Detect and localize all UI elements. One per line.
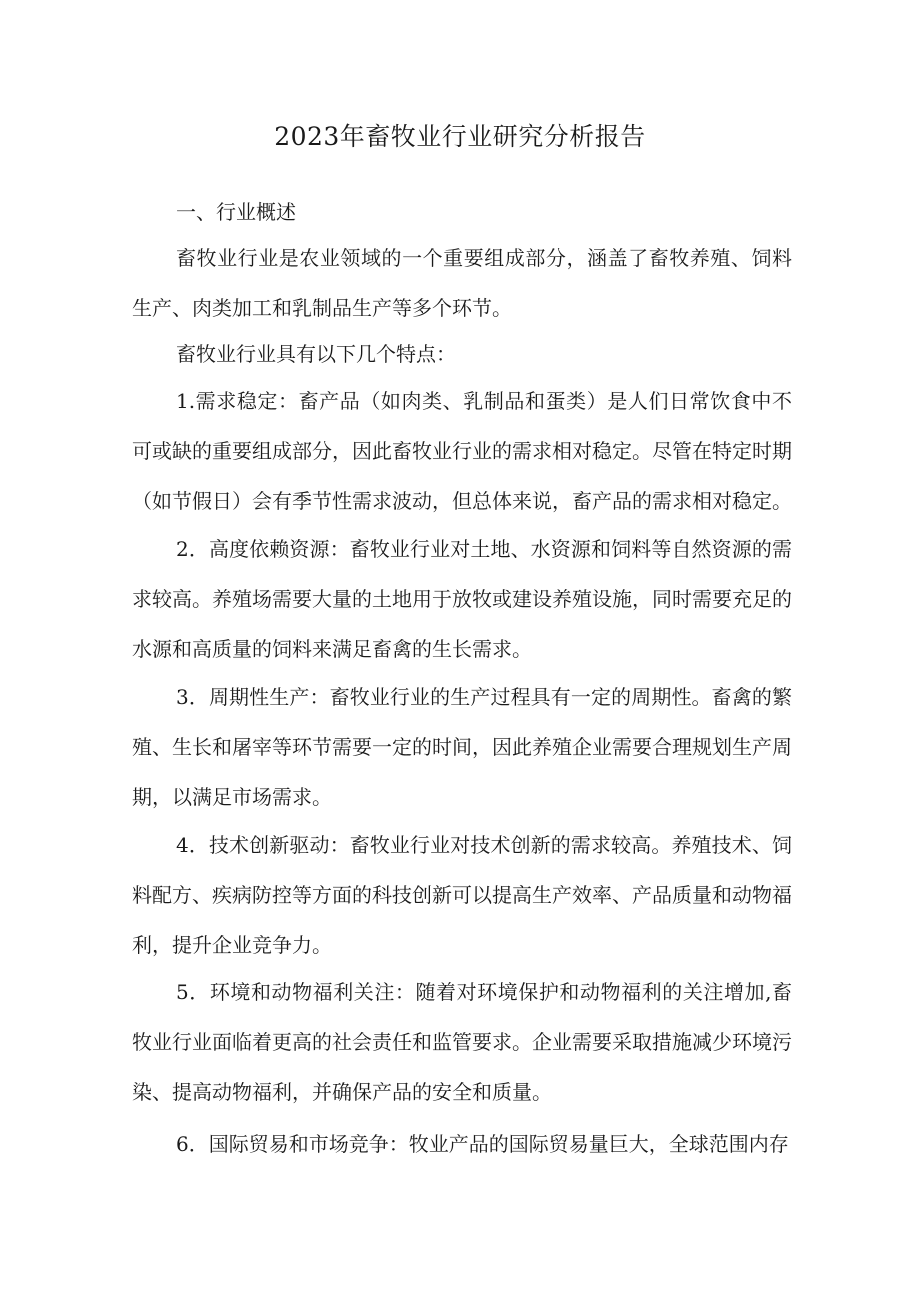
list-item-tech-innovation: 4．技术创新驱动：畜牧业行业对技术创新的需求较高。养殖技术、饲料配方、疾病防控等方面的科技创新可以提高生产效率、产品质量和动物福利，提升企业竞争力。	[132, 833, 792, 957]
list-item-environment-welfare: 5．环境和动物福利关注：随着对环境保护和动物福利的关注增加,畜牧业行业面临着更高的社会责任和监管要求。企业需要采取措施减少环境污染、提高动物福利，并确保产品的安全和质量。	[132, 980, 792, 1104]
paragraph-features-intro: 畜牧业行业具有以下几个特点：	[176, 342, 456, 366]
document-title: 2023年畜牧业行业研究分析报告	[274, 122, 646, 151]
list-item-demand-stable: 1.需求稳定：畜产品（如肉类、乳制品和蛋类）是人们日常饮食中不可或缺的重要组成部分，因此畜牧业行业的需求相对稳定。尽管在特定时期（如节假日）会有季节性需求波动，但总体来说，畜产品的需求相对稳定。	[132, 389, 792, 513]
list-item-cyclical-production: 3．周期性生产：畜牧业行业的生产过程具有一定的周期性。畜禽的繁殖、生长和屠宰等环节需要一定的时间，因此养殖企业需要合理规划生产周期，以满足市场需求。	[132, 685, 792, 809]
paragraph-overview: 畜牧业行业是农业领域的一个重要组成部分，涵盖了畜牧养殖、饲料生产、肉类加工和乳制品生产等多个环节。	[132, 246, 792, 320]
list-item-international-trade: 6．国际贸易和市场竞争：牧业产品的国际贸易量巨大，全球范围内存	[176, 1132, 789, 1156]
list-item-resource-dependence: 2．高度依赖资源：畜牧业行业对土地、水资源和饲料等自然资源的需求较高。养殖场需要大量的土地用于放牧或建设养殖设施，同时需要充足的水源和高质量的饲料来满足畜禽的生长需求。	[132, 537, 792, 661]
section-heading: 一、行业概述	[176, 200, 296, 224]
